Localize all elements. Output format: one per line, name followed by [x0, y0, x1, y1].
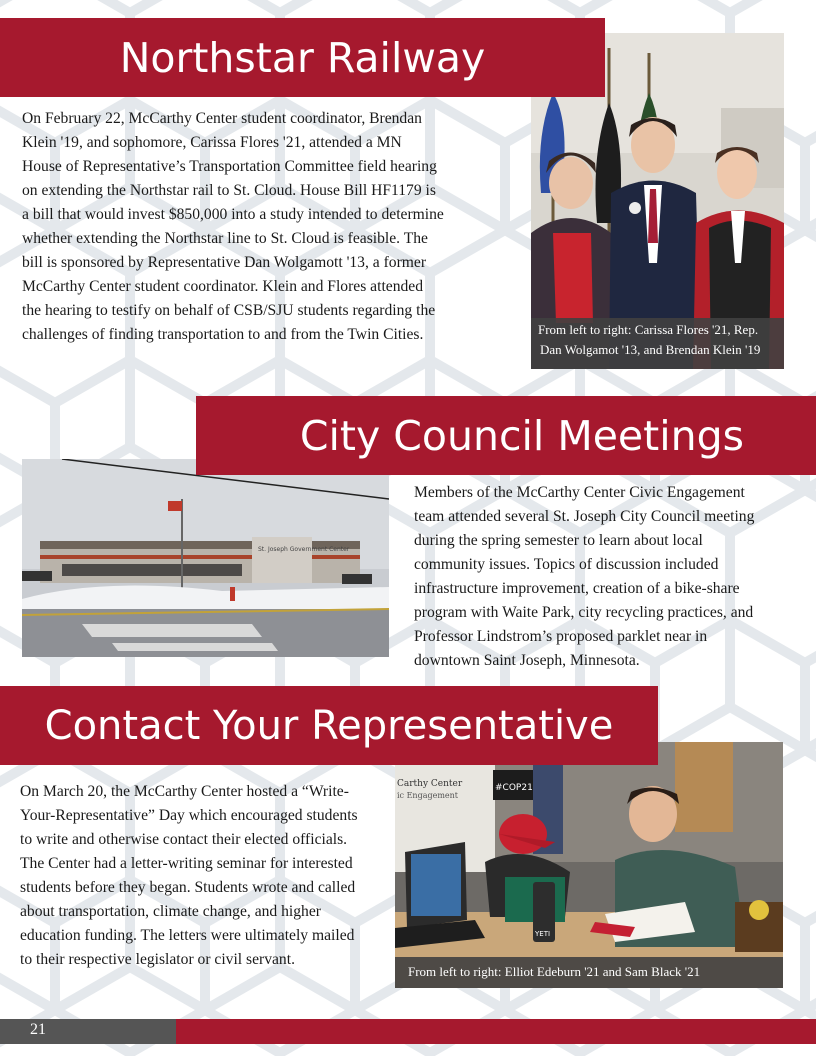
- footer-red-bar: [176, 1019, 816, 1044]
- text-line: to write and otherwise contact their elected officials.: [20, 831, 348, 848]
- text-line: bill is sponsored by Representative Dan Wolgamott '13, a former: [22, 254, 427, 271]
- text-line: about transportation, climate change, and higher: [20, 903, 321, 920]
- text-line: program with Waite Park, city recycling practices, and: [414, 604, 754, 621]
- text-line: The Center had a letter-writing seminar for interested: [20, 855, 353, 872]
- northstar-article-text: [22, 107, 497, 347]
- caption-line: From left to right: Carissa Flores '21, Rep.: [538, 322, 759, 337]
- section-title-city-council: City Council Meetings: [196, 396, 816, 475]
- text-line: during the spring semester to learn about local: [414, 532, 703, 549]
- poster-text-line1: Carthy Center: [397, 779, 463, 789]
- text-line: the hearing to testify on behalf of CSB/SJU students regarding the: [22, 302, 436, 319]
- caption-line: Dan Wolgamot '13, and Brendan Klein '19: [540, 342, 761, 357]
- text-line: community issues. Topics of discussion included: [414, 556, 719, 573]
- photo-caption-letter-writing: From left to right: Elliot Edeburn '21 and Sam Black '21: [395, 957, 783, 988]
- text-line: students before they began. Students wrote and called: [20, 879, 356, 896]
- text-line: a bill that would invest $850,000 into a study intended to determine: [22, 206, 444, 223]
- text-line: challenges of finding transportation to and from the Twin Cities.: [22, 326, 424, 343]
- text-line: Klein '19, and sophomore, Carissa Flores '21, attended a MN: [22, 134, 402, 151]
- text-line: team attended several St. Joseph City Council meeting: [414, 508, 755, 525]
- text-line: On March 20, the McCarthy Center hosted a “Write-: [20, 783, 349, 800]
- poster-tag-text: #COP21: [495, 783, 533, 793]
- photo-caption-hearing: [531, 318, 784, 369]
- text-line: Members of the McCarthy Center Civic Engagement: [414, 484, 745, 501]
- text-line: whether extending the Northstar line to St. Cloud is feasible. The: [22, 230, 428, 247]
- building-sign-text: St. Joseph Government Center: [258, 546, 350, 553]
- photo-letter-writing: [395, 742, 783, 988]
- section-title-northstar-railway: Northstar Railway: [0, 18, 605, 97]
- page-number: 21: [30, 1021, 46, 1038]
- photo-government-center: [22, 459, 389, 657]
- section-title-contact-representative: Contact Your Representative: [0, 686, 658, 765]
- poster-text-line2: ic Engagement: [397, 791, 459, 800]
- text-line: on extending the Northstar rail to St. Cloud. House Bill HF1179 is: [22, 182, 436, 199]
- city-council-article-text: [414, 481, 784, 673]
- text-line: downtown Saint Joseph, Minnesota.: [414, 652, 640, 669]
- text-line: to their respective legislator or civil servant.: [20, 951, 295, 968]
- text-line: House of Representative’s Transportation Committee field hearing: [22, 158, 437, 175]
- text-line: On February 22, McCarthy Center student coordinator, Brendan: [22, 110, 422, 127]
- text-line: Professor Lindstrom’s proposed parklet near in: [414, 628, 708, 645]
- contact-representative-article-text: [20, 780, 382, 972]
- text-line: education funding. The letters were ultimately mailed: [20, 927, 355, 944]
- text-line: infrastructure improvement, creation of a bike-share: [414, 580, 740, 597]
- text-line: McCarthy Center student coordinator. Klein and Flores attended: [22, 278, 424, 295]
- tumbler-text: YETI: [535, 930, 551, 938]
- text-line: Your-Representative” Day which encouraged students: [20, 807, 358, 824]
- footer-gray-bar: [0, 1019, 176, 1044]
